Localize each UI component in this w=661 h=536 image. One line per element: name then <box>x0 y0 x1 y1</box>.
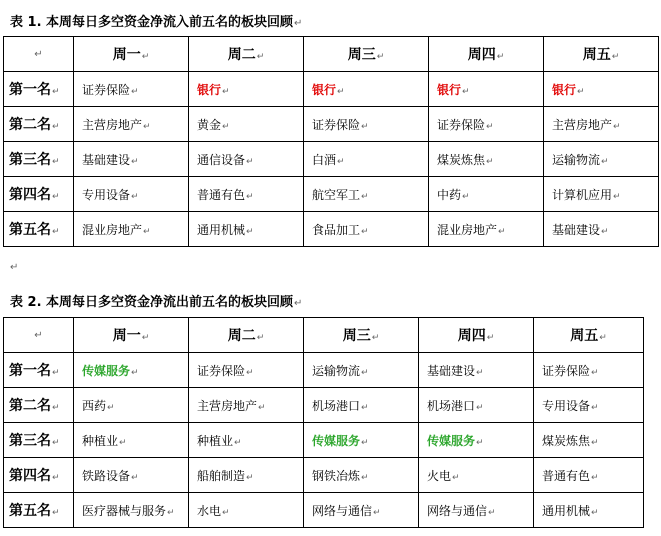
sector-name: 普通有色 <box>542 468 591 483</box>
paragraph-mark-icon: ↵ <box>613 191 621 202</box>
empty-paragraph-mark: ↵ <box>10 262 19 273</box>
paragraph-mark-icon: ↵ <box>246 226 254 237</box>
rank-label: 第二名 <box>9 117 51 133</box>
sector-name: 医疗器械与服务 <box>82 503 167 518</box>
table1-caption <box>10 11 302 30</box>
sector-name: 混业房地产 <box>82 222 143 237</box>
sector-name: 证券保险 <box>82 82 131 97</box>
paragraph-mark-icon: ↵ <box>143 226 151 237</box>
sector-cell <box>544 142 659 177</box>
sector-name: 网络与通信 <box>312 503 373 518</box>
sector-cell <box>544 177 659 212</box>
sector-cell <box>429 212 544 247</box>
rank-label: 第五名 <box>9 503 51 519</box>
table-row <box>4 423 644 458</box>
sector-cell <box>304 107 429 142</box>
paragraph-mark-icon: ↵ <box>107 402 115 413</box>
sector-cell <box>74 423 189 458</box>
paragraph-mark-icon: ↵ <box>613 121 621 132</box>
paragraph-mark-icon: ↵ <box>131 156 139 167</box>
sector-name: 基础建设 <box>552 222 601 237</box>
sector-cell <box>189 107 304 142</box>
sector-cell <box>419 493 534 528</box>
sector-cell <box>74 493 189 528</box>
sector-cell <box>429 142 544 177</box>
table1-caption-text: 表 1. 本周每日多空资金净流入前五名的板块回顾 <box>10 15 294 30</box>
paragraph-mark-icon: ↵ <box>246 156 254 167</box>
paragraph-mark-icon: ↵ <box>52 192 60 202</box>
sector-cell <box>429 72 544 107</box>
table-row <box>4 388 644 423</box>
sector-name: 计算机应用 <box>552 187 613 202</box>
day-label: 周五 <box>582 47 611 63</box>
sector-name: 西药 <box>82 398 107 413</box>
sector-name: 传媒服务 <box>312 433 361 448</box>
paragraph-mark-icon: ↵ <box>294 18 303 29</box>
paragraph-mark-icon: ↵ <box>462 86 470 97</box>
sector-name: 证券保险 <box>542 363 591 378</box>
header-row <box>4 318 644 353</box>
sector-name: 网络与通信 <box>427 503 488 518</box>
sector-name: 机场港口 <box>312 398 361 413</box>
paragraph-mark-icon: ↵ <box>476 437 484 448</box>
sector-cell <box>74 142 189 177</box>
sector-name: 运输物流 <box>552 152 601 167</box>
inflow-table <box>3 36 659 247</box>
table-row <box>4 142 659 177</box>
day-label: 周五 <box>570 328 599 344</box>
sector-name: 银行 <box>437 82 462 97</box>
paragraph-mark-icon: ↵ <box>167 507 175 518</box>
paragraph-mark-icon: ↵ <box>496 52 505 62</box>
rank-label: 第三名 <box>9 433 51 449</box>
header-row <box>4 37 659 72</box>
paragraph-mark-icon: ↵ <box>462 191 470 202</box>
rank-cell <box>4 72 74 107</box>
day-label: 周三 <box>347 47 376 63</box>
sector-name: 机场港口 <box>427 398 476 413</box>
paragraph-mark-icon: ↵ <box>591 402 599 413</box>
paragraph-mark-icon: ↵ <box>52 403 60 413</box>
sector-name: 种植业 <box>197 433 234 448</box>
day-label: 周二 <box>227 328 256 344</box>
table-row <box>4 458 644 493</box>
sector-cell <box>544 107 659 142</box>
day-header <box>304 37 429 72</box>
paragraph-mark-icon: ↵ <box>361 437 369 448</box>
sector-name: 种植业 <box>82 433 119 448</box>
paragraph-mark-icon: ↵ <box>222 86 230 97</box>
sector-cell <box>304 458 419 493</box>
sector-name: 普通有色 <box>197 187 246 202</box>
paragraph-mark-icon: ↵ <box>258 402 266 413</box>
paragraph-mark-icon: ↵ <box>52 122 60 132</box>
paragraph-mark-icon: ↵ <box>52 508 60 518</box>
sector-name: 运输物流 <box>312 363 361 378</box>
day-header <box>74 37 189 72</box>
paragraph-mark-icon: ↵ <box>361 226 369 237</box>
paragraph-mark-icon: ↵ <box>143 121 151 132</box>
day-label: 周四 <box>467 47 496 63</box>
sector-name: 主营房地产 <box>197 398 258 413</box>
sector-cell <box>189 493 304 528</box>
paragraph-mark-icon: ↵ <box>577 86 585 97</box>
rank-label: 第二名 <box>9 398 51 414</box>
sector-name: 通信设备 <box>197 152 246 167</box>
sector-cell <box>419 423 534 458</box>
table-row <box>4 212 659 247</box>
sector-cell <box>304 177 429 212</box>
sector-cell <box>534 493 644 528</box>
paragraph-mark-icon: ↵ <box>222 507 230 518</box>
sector-cell <box>189 353 304 388</box>
paragraph-mark-icon: ↵ <box>611 52 620 62</box>
sector-cell <box>189 142 304 177</box>
sector-cell <box>74 212 189 247</box>
paragraph-mark-icon: ↵ <box>601 226 609 237</box>
rank-cell <box>4 493 74 528</box>
sector-name: 水电 <box>197 503 222 518</box>
sector-name: 银行 <box>197 82 222 97</box>
sector-name: 黄金 <box>197 117 222 132</box>
paragraph-mark-icon: ↵ <box>361 402 369 413</box>
table-row <box>4 72 659 107</box>
rank-label: 第一名 <box>9 363 51 379</box>
paragraph-mark-icon: ↵ <box>476 367 484 378</box>
sector-cell <box>304 493 419 528</box>
paragraph-mark-icon: ↵ <box>246 367 254 378</box>
paragraph-mark-icon: ↵ <box>141 52 150 62</box>
sector-cell <box>304 72 429 107</box>
day-header <box>534 318 644 353</box>
paragraph-mark-icon: ↵ <box>361 121 369 132</box>
sector-cell <box>189 212 304 247</box>
paragraph-mark-icon: ↵ <box>498 226 506 237</box>
corner-cell: ↵ <box>4 318 74 353</box>
paragraph-mark-icon: ↵ <box>591 437 599 448</box>
sector-name: 火电 <box>427 468 452 483</box>
sector-name: 航空军工 <box>312 187 361 202</box>
sector-cell <box>189 388 304 423</box>
paragraph-mark-icon: ↵ <box>361 472 369 483</box>
paragraph-mark-icon: ↵ <box>486 121 494 132</box>
sector-name: 通用机械 <box>542 503 591 518</box>
sector-name: 煤炭炼焦 <box>437 152 486 167</box>
day-header <box>189 37 304 72</box>
paragraph-mark-icon: ↵ <box>337 156 345 167</box>
day-label: 周二 <box>227 47 256 63</box>
sector-cell <box>534 423 644 458</box>
day-header <box>429 37 544 72</box>
sector-name: 钢铁冶炼 <box>312 468 361 483</box>
sector-cell <box>74 177 189 212</box>
sector-cell <box>304 142 429 177</box>
sector-name: 证券保险 <box>437 117 486 132</box>
sector-name: 基础建设 <box>82 152 131 167</box>
paragraph-mark-icon: ↵ <box>52 87 60 97</box>
sector-name: 银行 <box>312 82 337 97</box>
table-row <box>4 353 644 388</box>
sector-name: 主营房地产 <box>82 117 143 132</box>
sector-cell <box>189 72 304 107</box>
paragraph-mark-icon: ↵ <box>486 333 495 343</box>
sector-name: 专用设备 <box>542 398 591 413</box>
day-header <box>189 318 304 353</box>
sector-name: 证券保险 <box>312 117 361 132</box>
paragraph-mark-icon: ↵ <box>452 472 460 483</box>
paragraph-mark-icon: ↵ <box>361 191 369 202</box>
rank-label: 第四名 <box>9 468 51 484</box>
day-header <box>74 318 189 353</box>
table-row <box>4 493 644 528</box>
paragraph-mark-icon: ↵ <box>234 437 242 448</box>
paragraph-mark-icon: ↵ <box>131 367 139 378</box>
paragraph-mark-icon: ↵ <box>222 121 230 132</box>
day-header <box>544 37 659 72</box>
paragraph-mark-icon: ↵ <box>476 402 484 413</box>
sector-name: 基础建设 <box>427 363 476 378</box>
rank-label: 第四名 <box>9 187 51 203</box>
paragraph-mark-icon: ↵ <box>52 473 60 483</box>
sector-cell <box>534 388 644 423</box>
paragraph-mark-icon: ↵ <box>256 333 265 343</box>
sector-name: 主营房地产 <box>552 117 613 132</box>
paragraph-mark-icon: ↵ <box>52 438 60 448</box>
paragraph-mark-icon: ↵ <box>376 52 385 62</box>
paragraph-mark-icon: ↵ <box>131 86 139 97</box>
rank-cell <box>4 353 74 388</box>
rank-cell <box>4 142 74 177</box>
paragraph-mark-icon: ↵ <box>131 191 139 202</box>
corner-cell: ↵ <box>4 37 74 72</box>
sector-cell <box>74 353 189 388</box>
paragraph-mark-icon: ↵ <box>601 156 609 167</box>
rank-label: 第一名 <box>9 82 51 98</box>
table2-caption <box>10 291 302 310</box>
sector-name: 白酒 <box>312 152 337 167</box>
table-row <box>4 177 659 212</box>
paragraph-mark-icon: ↵ <box>371 333 380 343</box>
sector-cell <box>419 353 534 388</box>
rank-cell <box>4 388 74 423</box>
sector-cell <box>534 458 644 493</box>
paragraph-mark-icon: ↵ <box>488 507 496 518</box>
sector-cell <box>189 458 304 493</box>
rank-label: 第三名 <box>9 152 51 168</box>
paragraph-mark-icon: ↵ <box>599 333 607 343</box>
table2-caption-text: 表 2. 本周每日多空资金净流出前五名的板块回顾 <box>10 295 294 310</box>
sector-cell <box>304 388 419 423</box>
sector-name: 传媒服务 <box>427 433 476 448</box>
paragraph-mark-icon: ↵ <box>131 472 139 483</box>
sector-cell <box>544 72 659 107</box>
sector-name: 铁路设备 <box>82 468 131 483</box>
sector-cell <box>544 212 659 247</box>
sector-name: 混业房地产 <box>437 222 498 237</box>
table-row <box>4 107 659 142</box>
sector-cell <box>74 72 189 107</box>
sector-cell <box>534 353 644 388</box>
paragraph-mark-icon: ↵ <box>373 507 381 518</box>
paragraph-mark-icon: ↵ <box>591 472 599 483</box>
paragraph-mark-icon: ↵ <box>337 86 345 97</box>
outflow-table <box>3 317 644 528</box>
rank-cell <box>4 177 74 212</box>
sector-cell <box>74 388 189 423</box>
paragraph-mark-icon: ↵ <box>294 298 303 309</box>
sector-cell <box>74 107 189 142</box>
sector-name: 食品加工 <box>312 222 361 237</box>
sector-cell <box>429 177 544 212</box>
paragraph-mark-icon: ↵ <box>591 367 599 378</box>
day-label: 周三 <box>342 328 371 344</box>
paragraph-mark-icon: ↵ <box>52 227 60 237</box>
rank-cell <box>4 458 74 493</box>
sector-cell <box>74 458 189 493</box>
sector-name: 通用机械 <box>197 222 246 237</box>
paragraph-mark-icon: ↵ <box>361 367 369 378</box>
day-label: 周一 <box>112 47 141 63</box>
sector-name: 船舶制造 <box>197 468 246 483</box>
paragraph-mark-icon: ↵ <box>141 333 150 343</box>
day-header <box>304 318 419 353</box>
paragraph-mark-icon: ↵ <box>246 191 254 202</box>
sector-cell <box>304 353 419 388</box>
paragraph-mark-icon: ↵ <box>486 156 494 167</box>
sector-cell <box>419 458 534 493</box>
sector-name: 中药 <box>437 187 462 202</box>
sector-cell <box>189 177 304 212</box>
day-label: 周四 <box>457 328 486 344</box>
paragraph-mark-icon: ↵ <box>246 472 254 483</box>
sector-cell <box>419 388 534 423</box>
sector-name: 专用设备 <box>82 187 131 202</box>
paragraph-mark-icon: ↵ <box>52 368 60 378</box>
sector-cell <box>429 107 544 142</box>
sector-name: 银行 <box>552 82 577 97</box>
sector-cell <box>304 212 429 247</box>
sector-name: 传媒服务 <box>82 363 131 378</box>
day-label: 周一 <box>112 328 141 344</box>
rank-cell <box>4 107 74 142</box>
sector-cell <box>304 423 419 458</box>
paragraph-mark-icon: ↵ <box>591 507 599 518</box>
day-header <box>419 318 534 353</box>
paragraph-mark-icon: ↵ <box>52 157 60 167</box>
rank-label: 第五名 <box>9 222 51 238</box>
rank-cell <box>4 212 74 247</box>
rank-cell <box>4 423 74 458</box>
sector-name: 证券保险 <box>197 363 246 378</box>
paragraph-mark-icon: ↵ <box>119 437 127 448</box>
paragraph-mark-icon: ↵ <box>256 52 265 62</box>
sector-name: 煤炭炼焦 <box>542 433 591 448</box>
sector-cell <box>189 423 304 458</box>
